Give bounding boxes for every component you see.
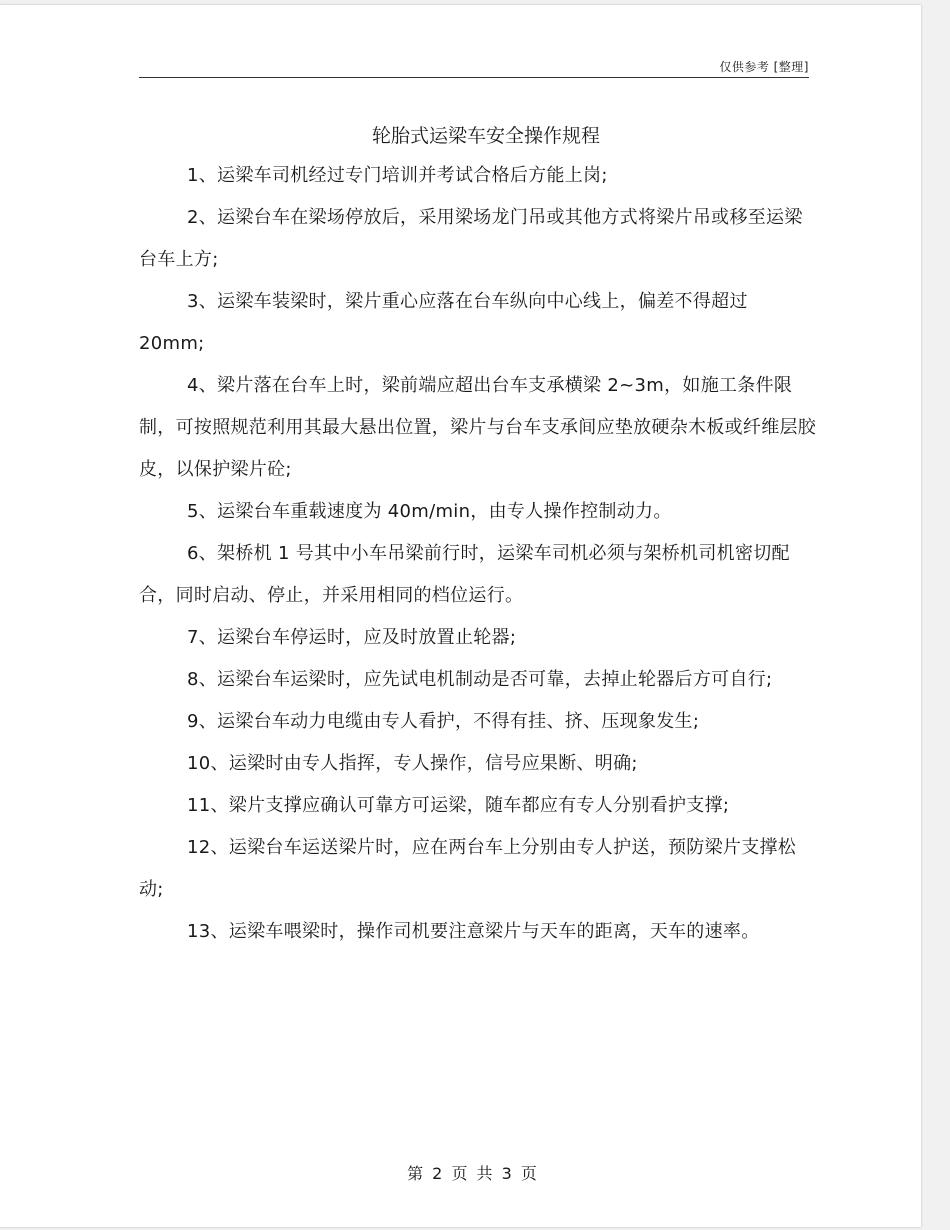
document-body (139, 155, 819, 953)
clause-2: 2、运梁台车在梁场停放后，采用梁场龙门吊或其他方式将梁片吊或移至运梁台车上方; (139, 207, 803, 270)
clause-9: 9、运梁台车动力电缆由专人看护，不得有挂、挤、压现象发生; (187, 711, 700, 732)
clause-4: 4、梁片落在台车上时，梁前端应超出台车支承横梁 2~3m，如施工条件限制，可按照规范利用其最大悬出位置，梁片与台车支承间应垫放硬杂木板或纤维层胶皮，以保护梁片砼; (139, 375, 817, 480)
clause-1: 1、运梁车司机经过专门培训并考试合格后方能上岗; (187, 165, 608, 186)
header-divider (139, 77, 809, 78)
page-number: 第 2 页 共 3 页 (407, 1164, 539, 1183)
page-title: 轮胎式运梁车安全操作规程 (371, 125, 600, 147)
clause-5: 5、运梁台车重载速度为 40m/min，由专人操作控制动力。 (187, 501, 672, 522)
header-note: 仅供参考 [整理] (719, 60, 809, 74)
clause-7: 7、运梁台车停运时，应及时放置止轮器; (187, 627, 517, 648)
clause-11: 11、梁片支撑应确认可靠方可运梁，随车都应有专人分别看护支撑; (187, 795, 730, 816)
clause-8: 8、运梁台车运梁时，应先试电机制动是否可靠，去掉止轮器后方可自行; (187, 669, 773, 690)
clause-12: 12、运梁台车运送梁片时，应在两台车上分别由专人护送，预防梁片支撑松动; (139, 837, 797, 900)
clause-6: 6、架桥机 1 号其中小车吊梁前行时，运梁车司机必须与架桥机司机密切配合，同时启动、停止，并采用相同的档位运行。 (139, 543, 790, 606)
clause-3: 3、运梁车装梁时，梁片重心应落在台车纵向中心线上，偏差不得超过 20mm; (139, 291, 748, 354)
clause-10: 10、运梁时由专人指挥，专人操作，信号应果断、明确; (187, 753, 638, 774)
document-page (0, 5, 921, 1227)
clause-13: 13、运梁车喂梁时，操作司机要注意梁片与天车的距离，天车的速率。 (187, 921, 760, 942)
